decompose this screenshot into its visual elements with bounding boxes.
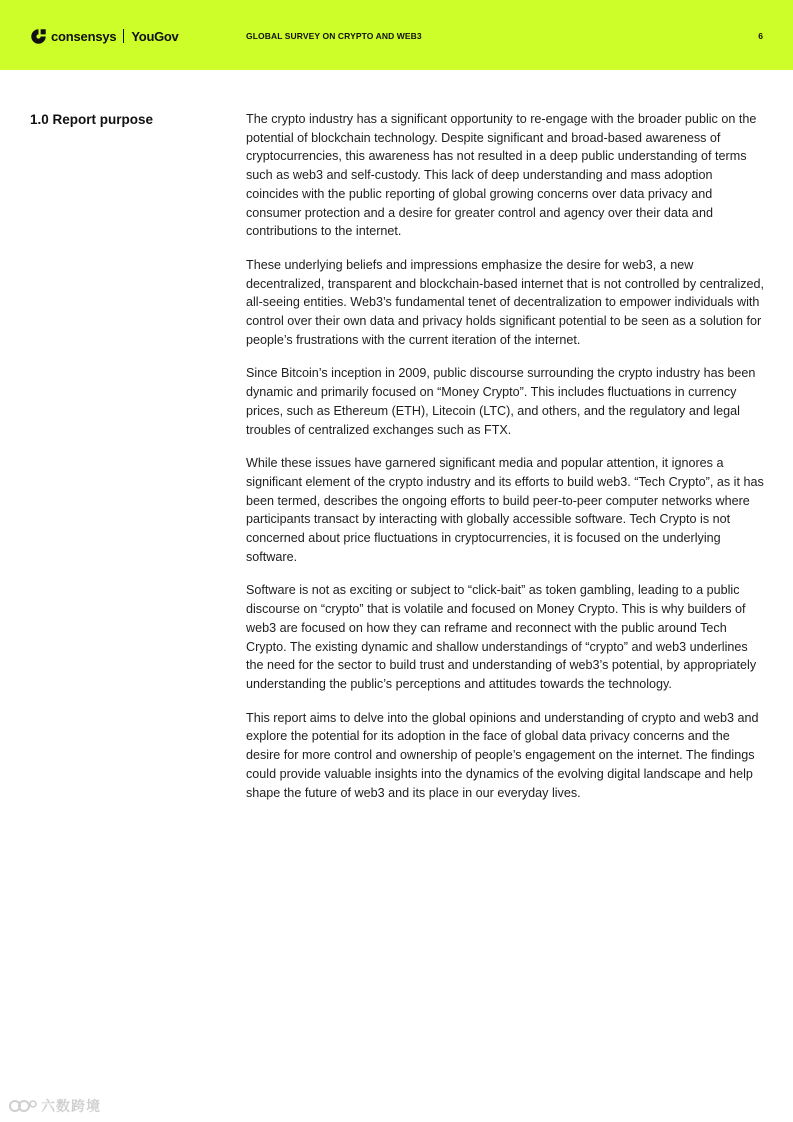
report-title: GLOBAL SURVEY ON CRYPTO AND WEB3 <box>246 31 422 41</box>
page-number: 6 <box>758 31 763 41</box>
paragraph: These underlying beliefs and impressions emphasize the desire for web3, a new decentralized, transparent and blockchain-based internet that is not controlled by centralized, all-seeing entities. Web3’s fundamental tenet of decentralization to empower individuals with control over their own data and privacy holds significant potential to be seen as a solution for people’s frustrations with the current iteration of the internet. <box>246 257 765 347</box>
paragraph: This report aims to delve into the global opinions and understanding of crypto and web3 and explore the potential for its adoption in the face of global data privacy concerns and the desire for more control and ownership of people’s engagement on the internet. The findings could provide valuable insights into the dynamics of the evolving digital landscape and help shape the future of web3 and its place in our everyday lives. <box>246 710 759 800</box>
watermark-logo-icon <box>8 1097 38 1115</box>
brand-yougov: YouGov <box>131 28 179 44</box>
paragraph: Software is not as exciting or subject to “click-bait” as token gambling, leading to a public discourse on “crypto” that is volatile and focused on Money Crypto. This is why builders of web3 are focused on how they can reframe and reconnect with the public around Tech Crypto. The existing dynamic and shallow understandings of “crypto” and web3 underlines the need for the sector to build trust and understanding of web3’s potential, by appropriately understanding the public’s perceptions and attitudes towards the technology. <box>246 583 757 691</box>
section-heading: 1.0 Report purpose <box>30 112 154 127</box>
logo-divider <box>123 29 124 43</box>
consensys-logo-icon <box>30 28 47 45</box>
paragraph: While these issues have garnered significant media and popular attention, it ignores a significant element of the crypto industry and its efforts to build web3. “Tech Crypto”, as it has been termed, describes the ongoing efforts to build peer-to-peer computer networks where participants transact by interacting with globally accessible software. Tech Crypto is not concerned about price fluctuations in cryptocurrencies, it is focused on the underlying software. <box>246 456 764 564</box>
brand-logo <box>30 27 178 45</box>
paragraph: The crypto industry has a significant opportunity to re-engage with the broader public on the potential of blockchain technology. Despite significant and broad-based awareness of cryptocurrencies, this awareness has not resulted in a deep public understanding of terms such as web3 and self-custody. This lack of deep understanding and mass adoption coincides with the public reporting of global growing concerns over data privacy and consumer protection and a desire for greater control and agency over their data and contributions to the internet. <box>246 112 757 239</box>
brand-consensys: consensys <box>51 28 117 44</box>
watermark <box>8 1096 101 1116</box>
section-body <box>246 110 766 817</box>
page-header <box>0 0 793 70</box>
paragraph: Since Bitcoin’s inception in 2009, public discourse surrounding the crypto industry has been dynamic and primarily focused on “Money Crypto”. This includes fluctuations in currency prices, such as Ethereum (ETH), Litecoin (LTC), and others, and the regulatory and legal troubles of centralized exchanges such as FTX. <box>246 366 756 437</box>
watermark-text: 六数跨境 <box>41 1098 101 1114</box>
